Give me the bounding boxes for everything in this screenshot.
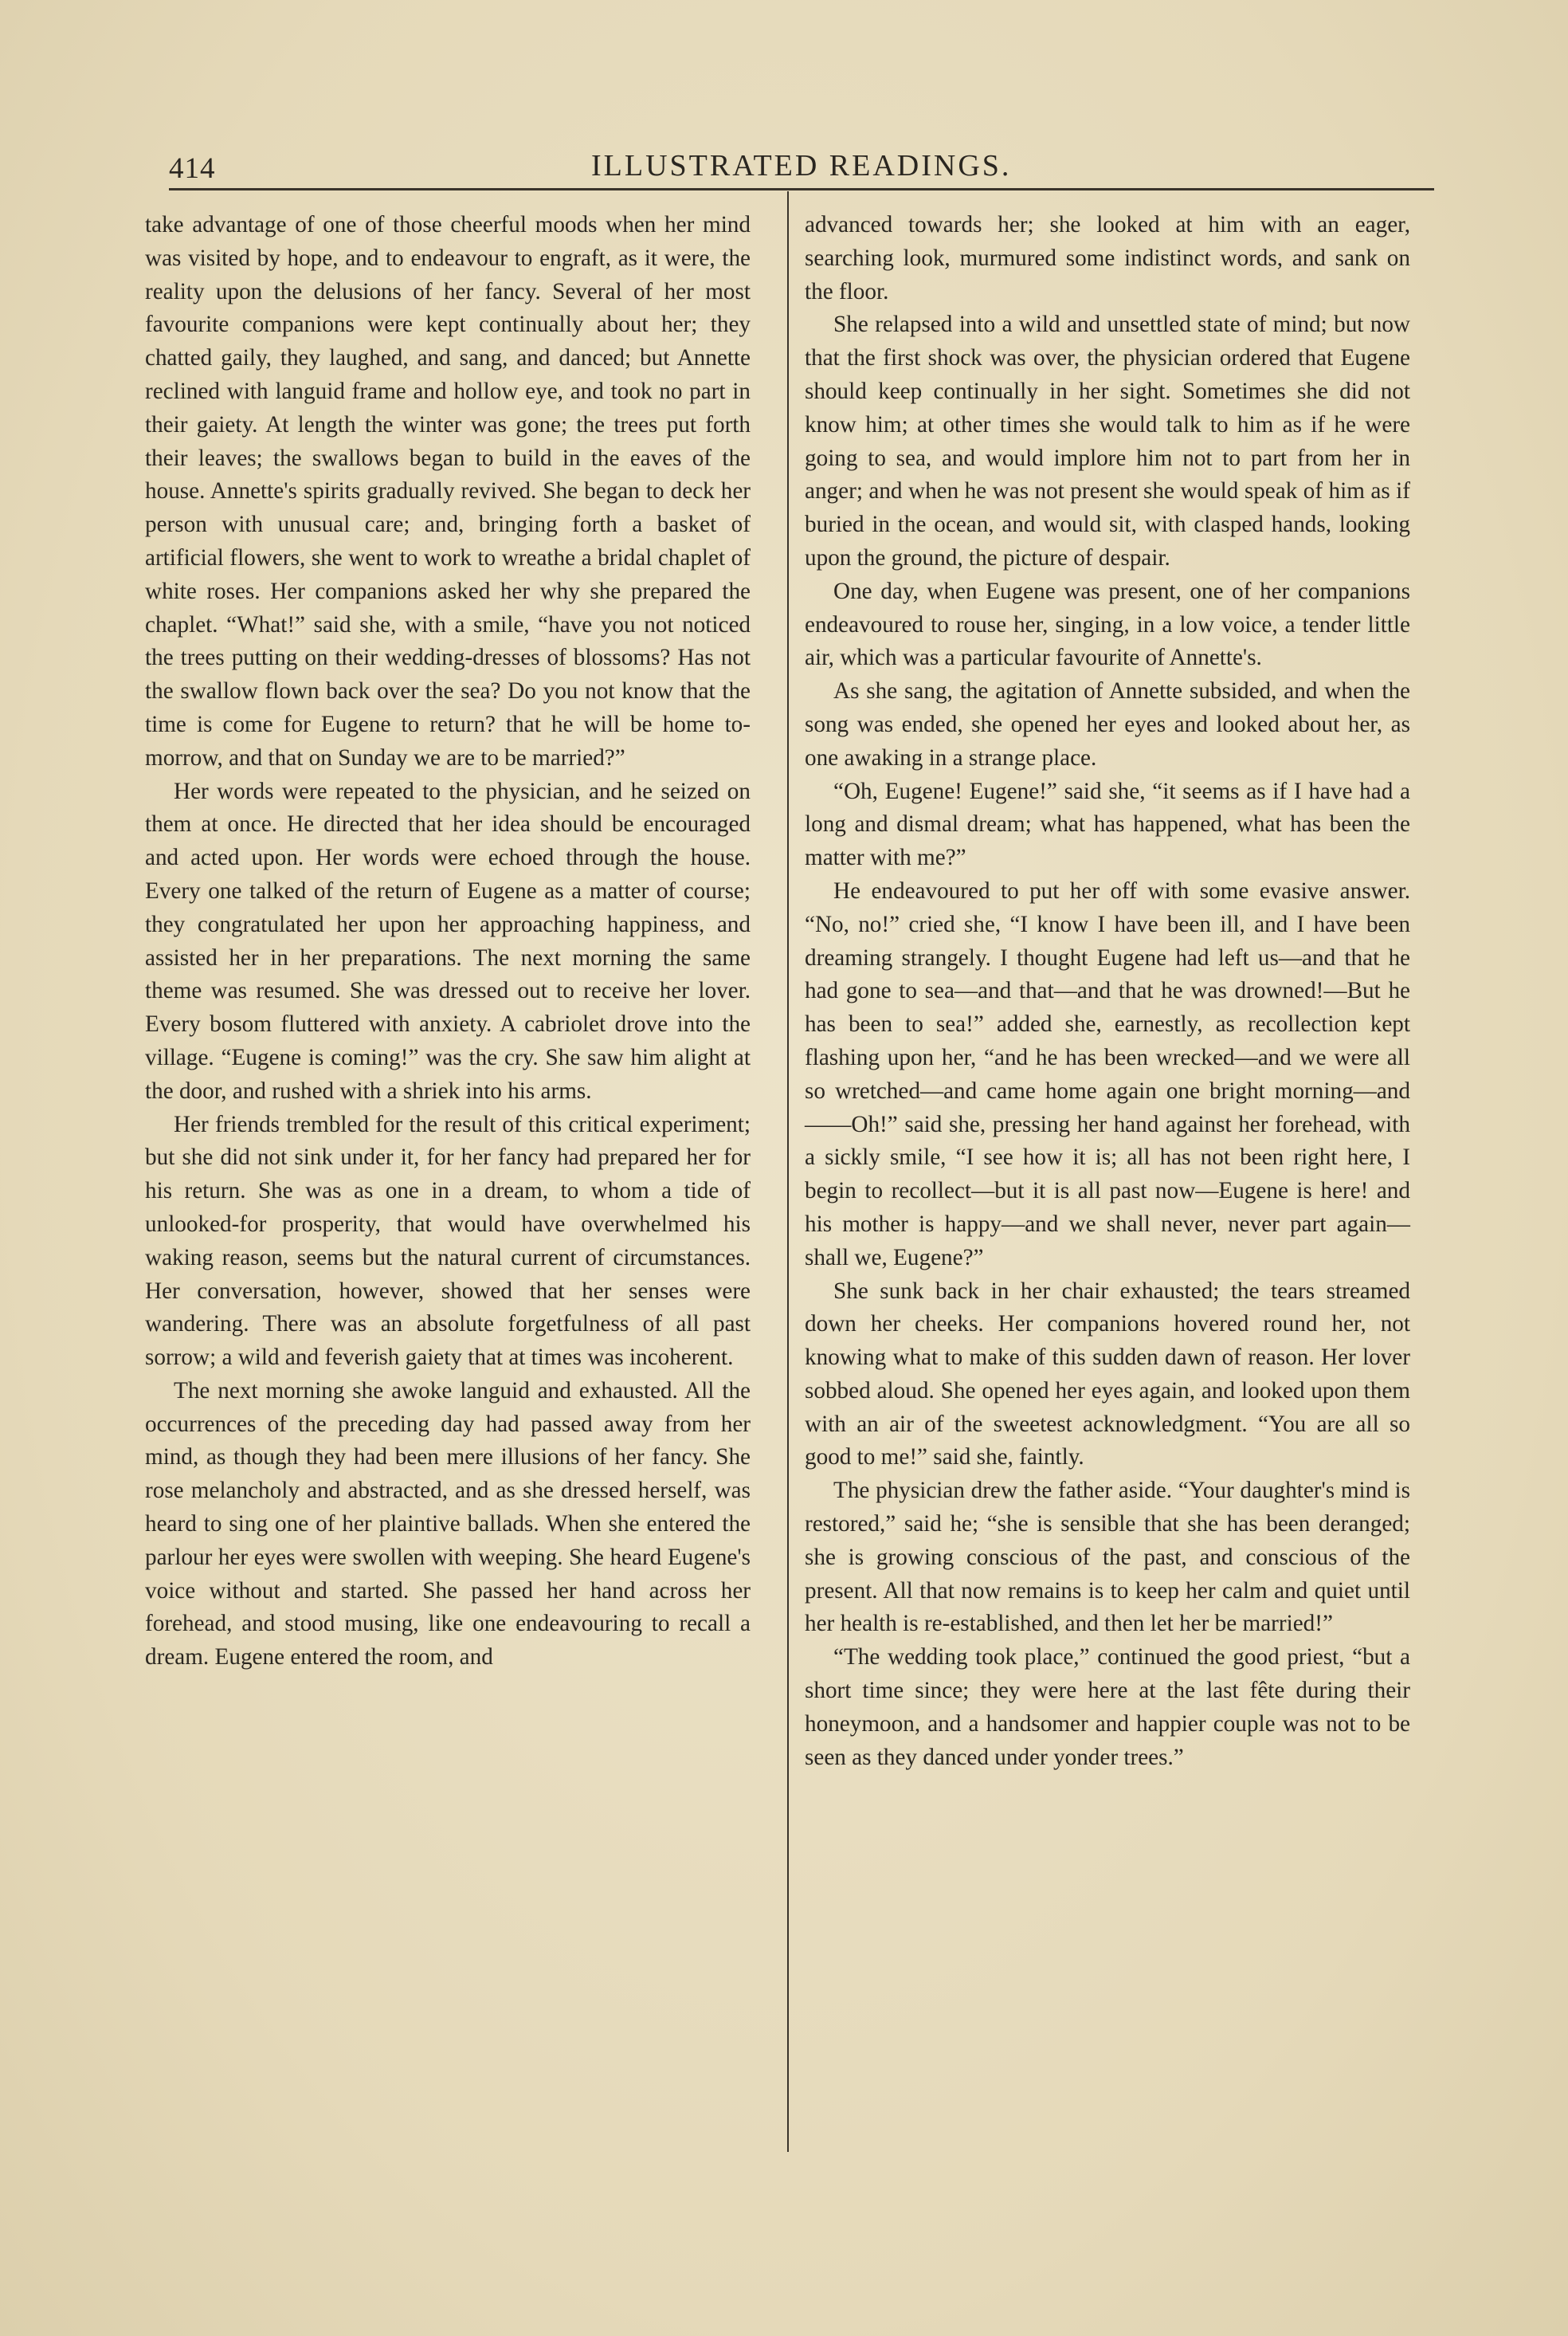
paragraph: “Oh, Eugene! Eugene!” said she, “it seems as if I have had a long and dismal dream; what has happened, what has been the matter with me?” [805,778,1410,871]
paragraph: One day, when Eugene was present, one of her companions endeavoured to rouse her, singing, in a low voice, a tender little air, which was a particular favourite of Annette's. [805,578,1410,671]
paragraph: Her friends trembled for the result of this critical experiment; but she did not sink under it, for her fancy had prepared her for his return. She was as one in a dream, to whom a tide of unlooked-for prosperity, that would have overwhelmed his waking reason, seems but the natural current of circumstances. Her conversation, however, showed that her senses were wandering. There was an absolute forgetfulness of all past sorrow; a wild and feverish gaiety that at times was incoherent. [145,1111,751,1371]
column-divider [787,191,789,2152]
paragraph: She relapsed into a wild and unsettled state of mind; but now that the first shock was over, the physician ordered that Eugene should keep continually in her sight. Sometimes she did not know him; at other times she would talk to him as if he were going to sea, and would implore him not to part from her in anger; and when he was not present she would speak of him as if buried in the ocean, and would sit, with clasped hands, looking upon the ground, the picture of despair. [805,312,1410,571]
running-title: ILLUSTRATED READINGS. [591,149,1012,183]
paragraph: Her words were repeated to the physician, and he seized on them at once. He directed that her idea should be encouraged and acted upon. Her words were echoed through the house. Every one talked of the return of Eugene as a matter of course; they congratulated her upon her approaching happiness, and assisted her in her preparations. The next morning the same theme was resumed. She was dressed out to receive her lover. Every bosom fluttered with anxiety. A cabriolet drove into the village. “Eugene is coming!” was the cry. She saw him alight at the door, and rushed with a shriek into his arms. [145,778,751,1104]
paragraph: “The wedding took place,” continued the good priest, “but a short time since; they were here at the last fête during their honeymoon, and a handsomer and happier couple was not to be seen as they danced under yonder trees.” [805,1644,1410,1770]
paragraph: take advantage of one of those cheerful moods when her mind was visited by hope, and to endeavour to engraft, as it were, the reality upon the delusions of her fancy. Several of her most favourite companions were kept continually about her; they chatted gaily, they laughed, and sang, and danced; but Annette reclined with languid frame and hollow eye, and took no part in their gaiety. At length the winter was gone; the trees put forth their leaves; the swallows began to build in the eaves of the house. Annette's spirits gradually revived. She began to deck her person with unusual care; and, bringing forth a basket of artificial flowers, she went to work to wreathe a bridal chaplet of white roses. Her companions asked her why she prepared the chaplet. “What!” said she, with a smile, “have you not noticed the trees putting on their wedding-dresses of blossoms? Has not the swallow flown back over the sea? Do you not know that the time is come for Eugene to return? that he will be home to-morrow, and that on Sunday we are to be married?” [145,212,751,771]
header-rule [169,188,1434,190]
paragraph: The physician drew the father aside. “Your daughter's mind is restored,” said he; “she is sensible that she has been deranged; she is growing conscious of the past, and conscious of the present. All that now remains is to keep her calm and quiet until her health is re-established, and then let her be married!” [805,1478,1410,1637]
paragraph: As she sang, the agitation of Annette subsided, and when the song was ended, she opened her eyes and looked about her, as one awaking in a strange place. [805,678,1410,771]
page-header [169,145,1434,190]
paragraph: He endeavoured to put her off with some evasive answer. “No, no!” cried she, “I know I have been ill, and I have been dreaming strangely. I thought Eugene had left us—and that he had gone to sea—and that—and that he was drowned!—But he has been to sea!” added she, earnestly, as recollection kept flashing upon her, “and he has been wrecked—and we were all so wretched—and came home again one bright morning—and ——Oh!” said she, pressing her hand against her forehead, with a sickly smile, “I see how it is; all has not been right here, I begin to recollect—but it is all past now—Eugene is here! and his mother is happy—and we shall never, never part again—shall we, Eugene?” [805,877,1410,1270]
right-column [805,209,1410,1774]
left-column [145,209,751,1674]
paragraph: She sunk back in her chair exhausted; the tears streamed down her cheeks. Her companions hovered round her, not knowing what to make of this sudden dawn of reason. Her lover sobbed aloud. She opened her eyes again, and looked upon them with an air of the sweetest acknowledgment. “You are all so good to me!” said she, faintly. [805,1278,1410,1470]
paragraph: The next morning she awoke languid and exhausted. All the occurrences of the preceding day had passed away from her mind, as though they had been mere illusions of her fancy. She rose melancholy and abstracted, and as she dressed herself, was heard to sing one of her plaintive ballads. When she entered the parlour her eyes were swollen with weeping. She heard Eugene's voice without and started. She passed her hand across her forehead, and stood musing, like one endeavouring to recall a dream. Eugene entered the room, and [145,1377,751,1671]
page-number: 414 [169,152,216,185]
paragraph: advanced towards her; she looked at him with an eager, searching look, murmured some indistinct words, and sank on the floor. [805,212,1410,304]
